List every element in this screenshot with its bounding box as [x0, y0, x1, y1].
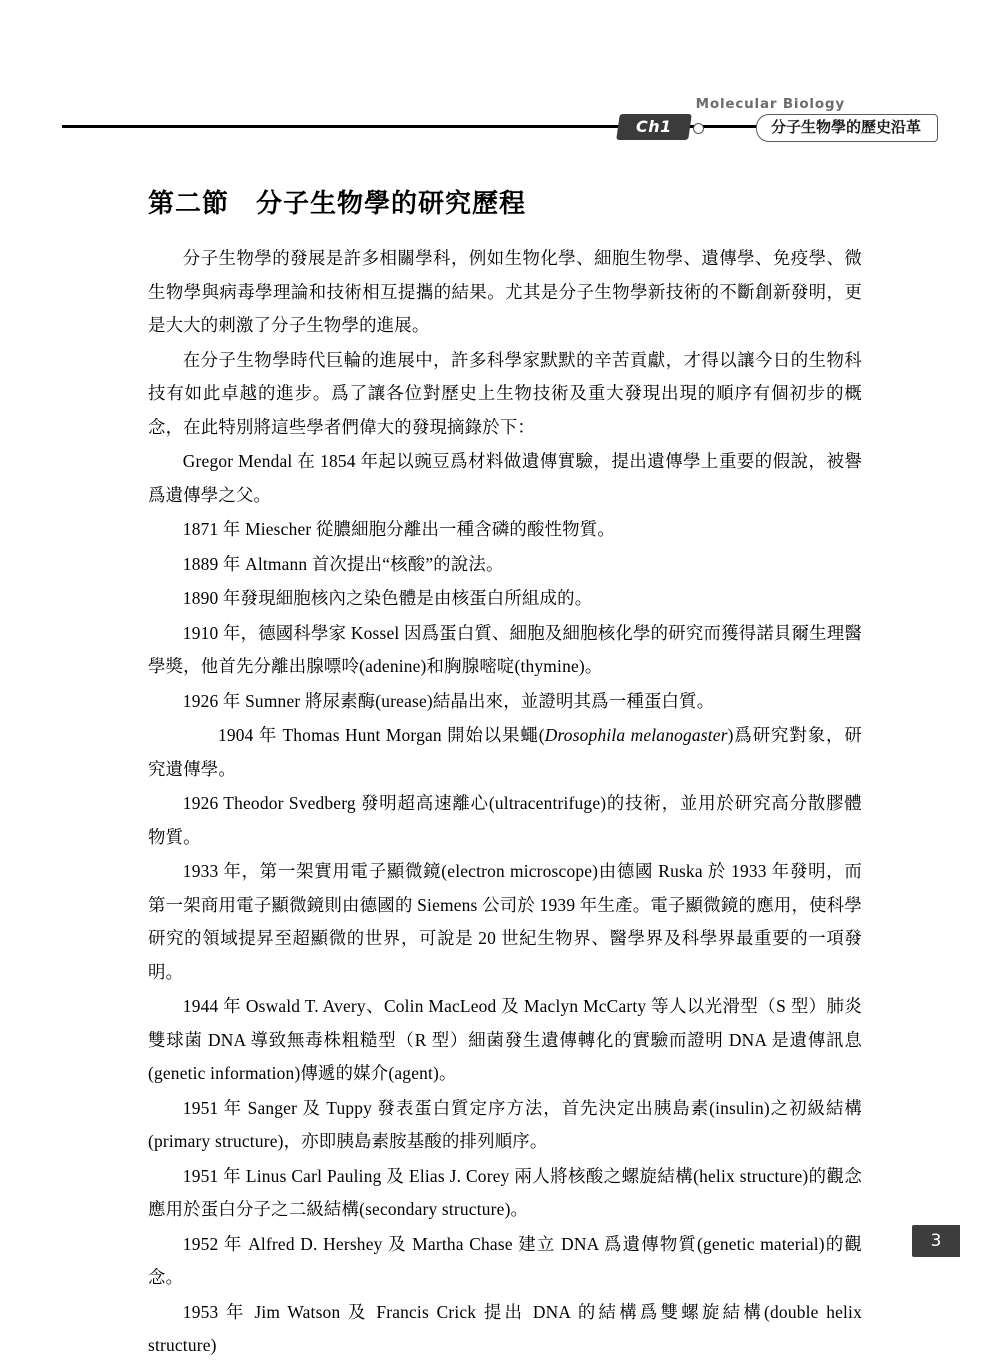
paragraph: 1889 年 Altmann 首次提出“核酸”的說法。	[182, 553, 504, 574]
paragraph: 在分子生物學時代巨輪的進展中，許多科學家默默的辛苦貢獻，才得以讓今日的生物科技有如此卓越的進步。爲了讓各位對歷史上生物技術及重大發現出現的順序有個初步的概念，在此特別將這些學者們偉大的發現摘錄於下：	[148, 349, 862, 437]
paragraph: 1951 年 Sanger 及 Tuppy 發表蛋白質定序方法，首先決定出胰島素(insulin)之初級結構(primary structure)，亦即胰島素胺基酸的排列順序。	[148, 1097, 862, 1151]
paragraph: 1933 年，第一架實用電子顯微鏡(electron microscope)由德國 Ruska 於 1933 年發明，而第一架商用電子顯微鏡則由德國的 Siemens 公司於 1939 年生產。電子顯微鏡的應用，使科學研究的領域提昇至超顯微的世界，可說是 20 世紀生物界、醫學界及科學界最重要的一項發明。	[148, 861, 862, 982]
paragraph: 1951 年 Linus Carl Pauling 及 Elias J. Corey 兩人將核酸之螺旋結構(helix structure)的觀念應用於蛋白分子之二級結構(secondary structure)。	[148, 1165, 862, 1219]
paragraph: 1953 年 Jim Watson 及 Francis Crick 提出 DNA 的結構爲雙螺旋結構(double helix structure)	[148, 1301, 862, 1355]
section-title: 第二節 分子生物學的研究歷程	[148, 189, 527, 219]
paragraph-text-suffix: )爲研究對象，研究遺傳學。	[148, 725, 862, 779]
chapter-chip-label: Ch1	[636, 117, 672, 136]
chapter-connector-dot-icon	[693, 123, 704, 134]
paragraph: 1910 年，德國科學家 Kossel 因爲蛋白質、細胞及細胞核化學的研究而獲得諾貝爾生理醫學獎，他首先分離出腺嘌呤(adenine)和胸腺嘧啶(thymine)。	[148, 622, 862, 676]
paragraph: 1944 年 Oswald T. Avery、Colin MacLeod 及 Maclyn McCarty 等人以光滑型（S 型）肺炎雙球菌 DNA 導致無毒株粗糙型（R 型）細菌發生遺傳轉化的實驗而證明 DNA 是遺傳訊息(genetic information)傳遞的媒介(agent)。	[148, 996, 862, 1083]
paragraph: 1871 年 Miescher 從膿細胞分離出一種含磷的酸性物質。	[182, 519, 615, 539]
chapter-chip	[616, 114, 692, 140]
paragraph: Gregor Mendal 在 1854 年起以豌豆爲材料做遺傳實驗，提出遺傳學上重要的假說，被譽爲遺傳學之父。	[148, 451, 862, 505]
paragraph-text-prefix: 1904 年 Thomas Hunt Morgan 開始以果蠅(	[182, 725, 545, 745]
chapter-title: 分子生物學的歷史沿革	[756, 114, 938, 142]
species-name-italic: Drosophila melanogaster	[544, 725, 728, 745]
paragraph: 1952 年 Alfred D. Hershey 及 Martha Chase 建立 DNA 爲遺傳物質(genetic material)的觀念。	[148, 1233, 862, 1287]
page-header	[0, 96, 1000, 152]
page-number: 3	[912, 1225, 960, 1257]
paragraph: 1926 Theodor Svedberg 發明超高速離心(ultracentrifuge)的技術，並用於研究高分散膠體物質。	[148, 793, 862, 847]
paragraph: 1926 年 Sumner 將尿素酶(urease)結晶出來，並證明其爲一種蛋白質。	[182, 690, 715, 711]
header-brand-label: Molecular Biology	[695, 96, 845, 112]
paragraph: 1890 年發現細胞核內之染色體是由核蛋白所組成的。	[182, 588, 593, 608]
document-body	[148, 183, 862, 1364]
paragraph: 分子生物學的發展是許多相關學科，例如生物化學、細胞生物學、遺傳學、免疫學、微生物學與病毒學理論和技術相互提攜的結果。尤其是分子生物學新技術的不斷創新發明，更是大大的刺激了分子生物學的進展。	[148, 248, 862, 335]
paragraph	[148, 719, 862, 786]
